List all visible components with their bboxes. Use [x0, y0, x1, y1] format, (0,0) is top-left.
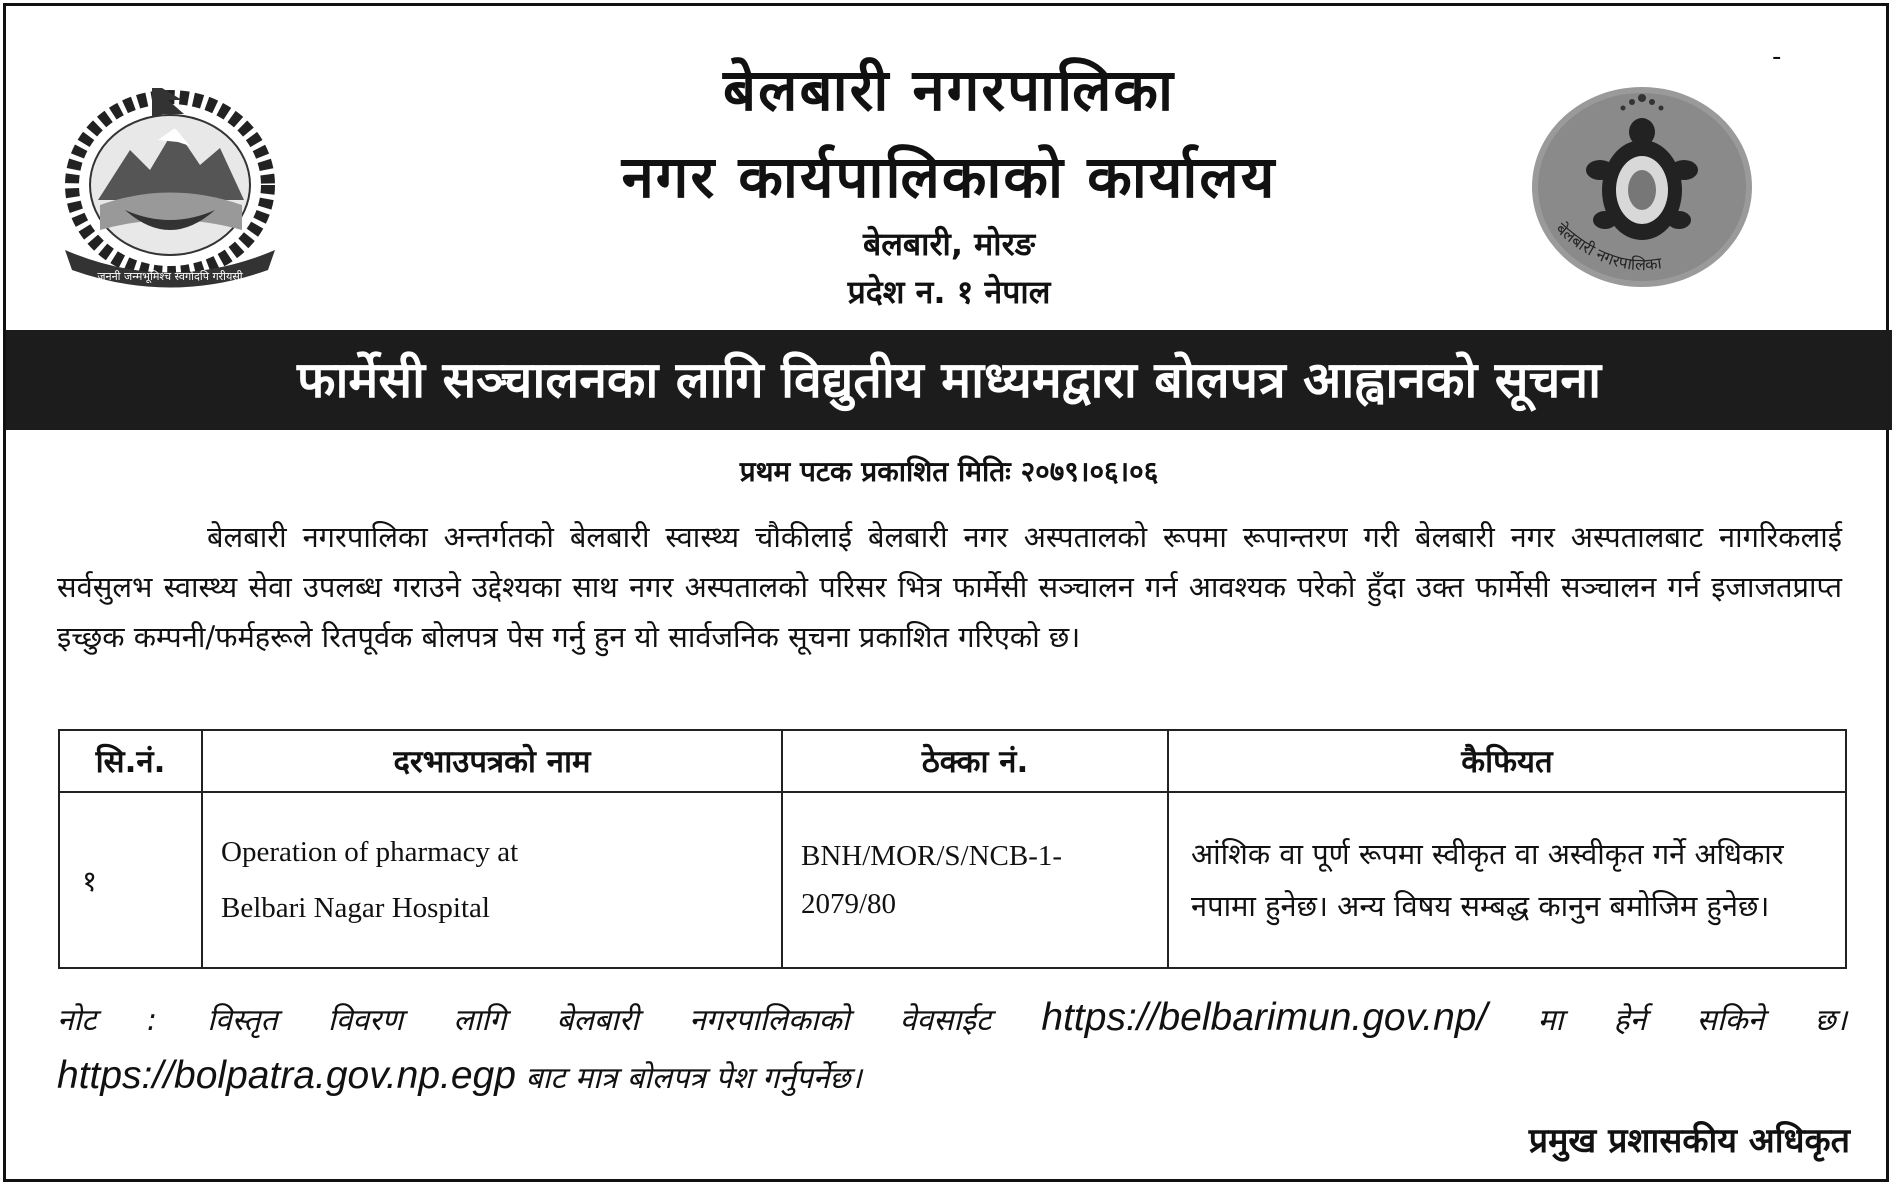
header [0, 0, 1898, 330]
svg-text:जननी जन्मभूमिश्च स्वर्गादपि गर: जननी जन्मभूमिश्च स्वर्गादपि गरीयसी [97, 270, 243, 283]
cell-tender-name [202, 792, 782, 968]
contract-no-line: 2079/80 [801, 888, 897, 920]
municipality-name: बेलबारी नगरपालिका [723, 56, 1175, 124]
notice-title: फार्मेसी सञ्चालनका लागि विद्युतीय माध्यमद्वारा बोलपत्र आह्वानको सूचना [6, 330, 1892, 430]
tender-name-line: Operation of pharmacy at [221, 836, 519, 868]
website-link[interactable]: https://belbarimun.gov.np/ [1041, 996, 1488, 1039]
egp-link[interactable]: https://bolpatra.gov.np.egp [57, 1054, 516, 1097]
note-prefix: नोट : विस्तृत विवरण लागि बेलबारी नगरपालिकाको वेवसाईट [57, 1003, 992, 1038]
cell-sn: १ [59, 792, 202, 968]
municipality-seal-icon [1525, 80, 1760, 295]
table-row [59, 792, 1846, 968]
tender-name-line: Belbari Nagar Hospital [221, 892, 490, 924]
column-header-name: दरभाउपत्रको नाम [202, 730, 782, 792]
svg-text:बेलबारी नगरपालिका: बेलबारी नगरपालिका [1552, 218, 1663, 275]
cell-remarks: आंशिक वा पूर्ण रूपमा स्वीकृत वा अस्वीकृत गर्ने अधिकार नपामा हुनेछ। अन्य विषय सम्बद्ध कानुन बमोजिम हुनेछ। [1168, 792, 1846, 968]
table-header-row [59, 730, 1846, 792]
note-suffix: मा हेर्न सकिने छ। [1537, 1003, 1847, 1038]
corner-mark: - [1772, 42, 1782, 72]
office-location: बेलबारी, मोरङ [862, 225, 1036, 263]
egp-text: बाट मात्र बोलपत्र पेश गर्नुपर्नेछ। [525, 1061, 862, 1096]
signatory: प्रमुख प्रशासकीय अधिकृत [1528, 1121, 1850, 1161]
note-line-2 [57, 1048, 1847, 1106]
contract-no-line: BNH/MOR/S/NCB-1- [801, 840, 1063, 872]
tender-table [58, 729, 1847, 969]
column-header-remarks: कैफियत [1168, 730, 1846, 792]
column-header-sn: सि.नं. [59, 730, 202, 792]
column-header-contract-no: ठेक्का नं. [782, 730, 1168, 792]
note [57, 990, 1847, 1106]
note-line-1 [57, 990, 1847, 1048]
office-name: नगर कार्यपालिकाको कार्यालय [621, 143, 1277, 211]
office-province: प्रदेश न. १ नेपाल [847, 273, 1051, 311]
cell-contract-no [782, 792, 1168, 968]
notice-body: बेलबारी नगरपालिका अन्तर्गतको बेलबारी स्वास्थ्य चौकीलाई बेलबारी नगर अस्पतालको रूपमा रूपान्तरण गरी बेलबारी नगर अस्पतालबाट नागरिकलाई सर्वसुलभ स्वास्थ्य सेवा उपलब्ध गराउने उद्देश्यका साथ नगर अस्पतालको परिसर भित्र फार्मेसी सञ्चालन गर्न आवश्यक परेको हुँदा उक्त फार्मेसी सञ्चालन गर्न इजाजतप्राप्त इच्छुक कम्पनी/फर्महरूले रितपूर्वक बोलपत्र पेस गर्नु हुन यो सार्वजनिक सूचना प्रकाशित गरिएको छ। [57, 520, 1842, 654]
publication-date: प्रथम पटक प्रकाशित मितिः २०७९।०६।०६ [739, 455, 1159, 488]
